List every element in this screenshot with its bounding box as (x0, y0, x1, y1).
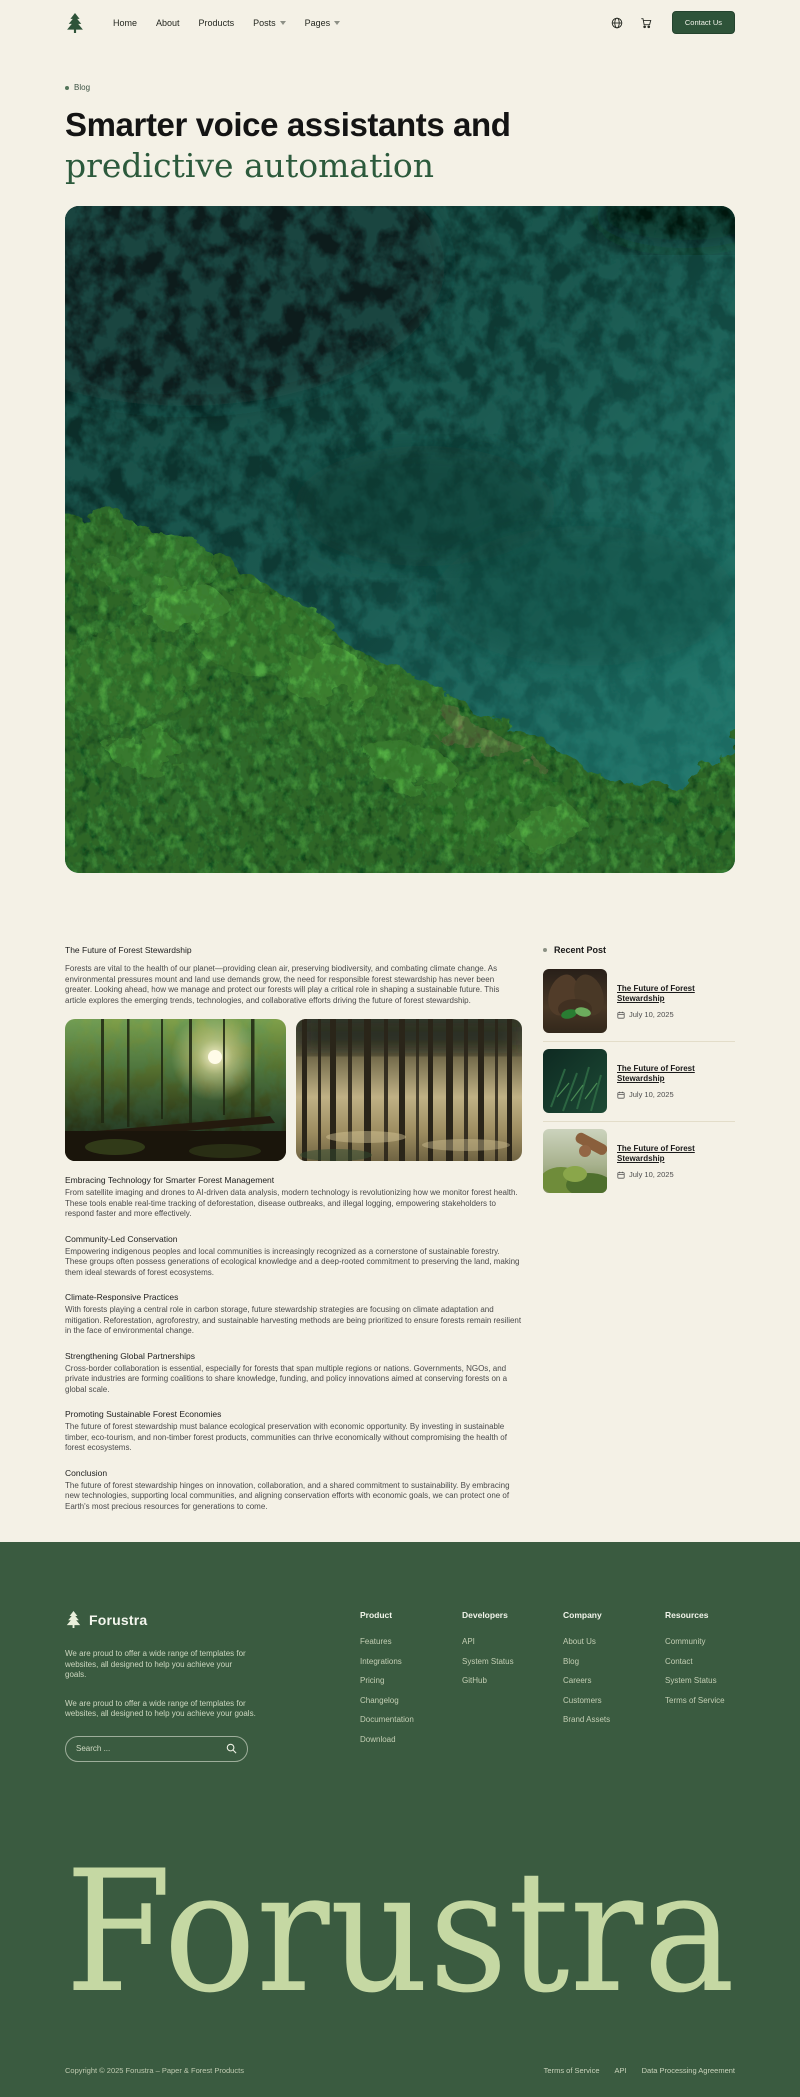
footer-column-product (360, 1610, 462, 1762)
footer-search (65, 1736, 248, 1762)
recent-post-thumbnail[interactable] (543, 1129, 607, 1193)
footer-link[interactable]: Terms of Service (665, 1695, 725, 1705)
top-navigation-bar (0, 0, 800, 45)
article-body (65, 945, 522, 1512)
recent-posts-sidebar (543, 945, 735, 1512)
footer-column-heading: Product (360, 1610, 393, 1621)
cart-icon (640, 17, 652, 29)
footer-link[interactable]: Features (360, 1637, 392, 1647)
main-nav (113, 18, 340, 28)
recent-post-thumbnail[interactable] (543, 969, 607, 1033)
footer-brand-name: Forustra (89, 1611, 148, 1628)
article-intro-text: Forests are vital to the health of our planet—providing clean air, preserving biodiversity, and combating climate change. As environmental pressures mount and land use demands grow, the need for responsible forest stewardship has never been greater. Looking ahead, how we manage and protect our forests will play a critical role in shaping a sustainable future. This article explores the emerging trends, technologies, and collaborative efforts driving the future of forest stewardship. (65, 964, 500, 1005)
section-text: From satellite imaging and drones to AI-driven data analysis, modern technology is revolutionizing how we monitor forest health. These tools enable real-time tracking of deforestation, disease outbreaks, and illegal logging, empowering stakeholders to respond faster and more effectively. (65, 1188, 518, 1219)
nav-item-posts[interactable] (253, 18, 286, 28)
footer-column-heading: Company (563, 1610, 602, 1621)
dot-icon (65, 86, 69, 90)
footer-link[interactable]: Community (665, 1637, 706, 1647)
section-text: The future of forest stewardship hinges on innovation, collaboration, and a shared commitment to sustainability. By embracing new technologies, supporting local communities, and aligning conservation efforts with economic goals, we can protect one of Earth's most precious resources for generations to come. (65, 1480, 510, 1511)
footer-link[interactable]: Customers (563, 1695, 602, 1705)
nav-item-home[interactable] (113, 18, 137, 28)
nav-label: Posts (253, 17, 276, 28)
recent-post-date-label: July 10, 2025 (629, 1090, 674, 1100)
topbar-actions (610, 11, 735, 34)
recent-post-item[interactable] (543, 1129, 735, 1201)
magnifier-icon[interactable] (226, 1743, 237, 1754)
footer-link[interactable]: System Status (665, 1676, 717, 1686)
footer-about-text: We are proud to offer a wide range of templates for websites, all designed to help you achieve your goals. (65, 1649, 246, 1680)
footer-link[interactable]: Contact (665, 1656, 693, 1666)
search-input[interactable] (76, 1744, 226, 1753)
footer-link[interactable]: API (462, 1637, 475, 1647)
footer-big-wordmark (65, 1850, 735, 2020)
pine-branches-illustration (543, 1049, 607, 1113)
footer-link[interactable]: Blog (563, 1656, 580, 1666)
hand-over-moss-illustration (543, 1129, 607, 1193)
section-heading: Community-Led Conservation (65, 1233, 178, 1244)
footer-link[interactable]: Careers (563, 1676, 592, 1686)
hands-holding-leaves-illustration (543, 969, 607, 1033)
chevron-down-icon (334, 21, 340, 25)
recent-post-title-link[interactable]: The Future of Forest Stewardship (617, 1144, 695, 1163)
footer-link[interactable]: About Us (563, 1637, 596, 1647)
footer-brand-logo[interactable] (65, 1610, 250, 1629)
page-title-line1: Smarter voice assistants and (65, 106, 511, 143)
tree-icon (65, 12, 85, 34)
legal-links (544, 2066, 735, 2075)
language-button[interactable] (610, 16, 624, 30)
section-heading: Strengthening Global Partnerships (65, 1350, 195, 1361)
nav-label: About (156, 17, 180, 28)
footer-bottom-bar (65, 2066, 735, 2075)
tree-trunks-illustration (296, 1019, 522, 1161)
legal-link[interactable]: Data Processing Agreement (641, 2065, 735, 2075)
calendar-icon (617, 1091, 625, 1099)
brand-logo[interactable] (65, 12, 85, 34)
recent-post-title-link[interactable]: The Future of Forest Stewardship (617, 1064, 695, 1083)
footer-link[interactable]: Documentation (360, 1715, 414, 1725)
recent-post-thumbnail[interactable] (543, 1049, 607, 1113)
recent-posts-heading (543, 945, 735, 955)
nav-item-products[interactable] (199, 18, 235, 28)
recent-post-date (617, 1010, 735, 1019)
footer-link[interactable]: Integrations (360, 1656, 402, 1666)
recent-post-date-label: July 10, 2025 (629, 1010, 674, 1020)
footer-column-company (563, 1610, 665, 1762)
globe-icon (611, 17, 623, 29)
footer-link[interactable]: Changelog (360, 1695, 399, 1705)
footer-link[interactable]: System Status (462, 1656, 514, 1666)
recent-post-date (617, 1170, 735, 1179)
sunlit-forest-illustration (65, 1019, 286, 1161)
footer-column-resources (665, 1610, 735, 1762)
dot-icon (543, 948, 547, 952)
calendar-icon (617, 1171, 625, 1179)
tree-icon (65, 1610, 82, 1629)
article-image-tree-trunks (296, 1019, 522, 1161)
page-title (65, 104, 735, 188)
section-heading: Promoting Sustainable Forest Economies (65, 1409, 222, 1420)
site-footer (0, 1542, 800, 2097)
recent-post-body (617, 969, 735, 1033)
breadcrumb[interactable] (65, 83, 735, 92)
section-text: With forests playing a central role in carbon storage, future stewardship strategies are focusing on climate adaptation and mitigation. Reforestation, agroforestry, and sustainable harvesting methods are being prioritized to ensure forests remain resilient in the face of environmental change. (65, 1305, 522, 1336)
section-text: Empowering indigenous peoples and local communities is increasingly recognized as a cornerstone of sustainable forestry. These groups often possess generations of ecological knowledge and a deep-rooted commitment to preserving the land, making them ideal stewards of forest ecosystems. (65, 1246, 520, 1277)
footer-column-developers (462, 1610, 563, 1762)
nav-item-pages[interactable] (305, 18, 341, 28)
footer-link[interactable]: GitHub (462, 1676, 487, 1686)
nav-label: Pages (304, 17, 331, 28)
nav-item-about[interactable] (156, 18, 180, 28)
hero-forest-aerial-illustration (65, 206, 735, 873)
recent-post-date (617, 1090, 735, 1099)
contact-us-button[interactable]: Contact Us (672, 11, 735, 34)
cart-button[interactable] (639, 16, 653, 30)
recent-post-body (617, 1049, 735, 1113)
breadcrumb-label: Blog (74, 83, 91, 92)
chevron-down-icon (280, 21, 286, 25)
footer-link[interactable]: Brand Assets (563, 1715, 611, 1725)
page-title-line2: predictive automation (65, 146, 435, 186)
section-text: Cross-border collaboration is essential, especially for forests that span multiple regions or nations. Governments, NGOs, and private industries are forming coalitions to share knowledge, funding, and policy innovations aimed at conserving forests on a global scale. (65, 1363, 508, 1394)
footer-big-wordmark-text: Forustra (65, 1849, 735, 2020)
footer-column-heading: Developers (462, 1610, 508, 1621)
section-heading: Embracing Technology for Smarter Forest Management (65, 1175, 275, 1186)
footer-column-heading: Resources (665, 1610, 709, 1621)
hero-image (65, 206, 735, 873)
recent-post-date-label: July 10, 2025 (629, 1170, 674, 1180)
nav-label: Home (113, 17, 138, 28)
article-image-sunlit-forest (65, 1019, 286, 1161)
footer-about-text: We are proud to offer a wide range of templates for websites, all designed to help you achieve your goals. (65, 1698, 256, 1719)
legal-link[interactable]: Terms of Service (543, 2065, 600, 2075)
calendar-icon (617, 1011, 625, 1019)
recent-post-body (617, 1129, 735, 1193)
copyright-text: Copyright © 2025 Forustra – Paper & Forest Products (65, 2065, 244, 2075)
article-images-row (65, 1019, 522, 1161)
recent-post-item[interactable] (543, 1049, 735, 1122)
footer-link[interactable]: Download (360, 1734, 396, 1744)
section-heading: Climate-Responsive Practices (65, 1292, 179, 1303)
section-text: The future of forest stewardship must balance ecological preservation with economic opportunity. By investing in sustainable timber, eco-tourism, and non-timber forest products, communities can thrive economically without compromising the health of forest ecosystems. (65, 1422, 507, 1453)
article-intro-heading: The Future of Forest Stewardship (65, 945, 192, 956)
legal-link[interactable]: API (614, 2065, 627, 2075)
footer-link-columns (360, 1610, 735, 1762)
recent-posts-heading-label: Recent Post (554, 945, 607, 956)
nav-label: Products (198, 17, 235, 28)
recent-post-item[interactable] (543, 969, 735, 1042)
recent-post-title-link[interactable]: The Future of Forest Stewardship (617, 984, 695, 1003)
footer-brand-block (65, 1610, 256, 1762)
footer-link[interactable]: Pricing (360, 1676, 385, 1686)
section-heading: Conclusion (65, 1467, 108, 1478)
